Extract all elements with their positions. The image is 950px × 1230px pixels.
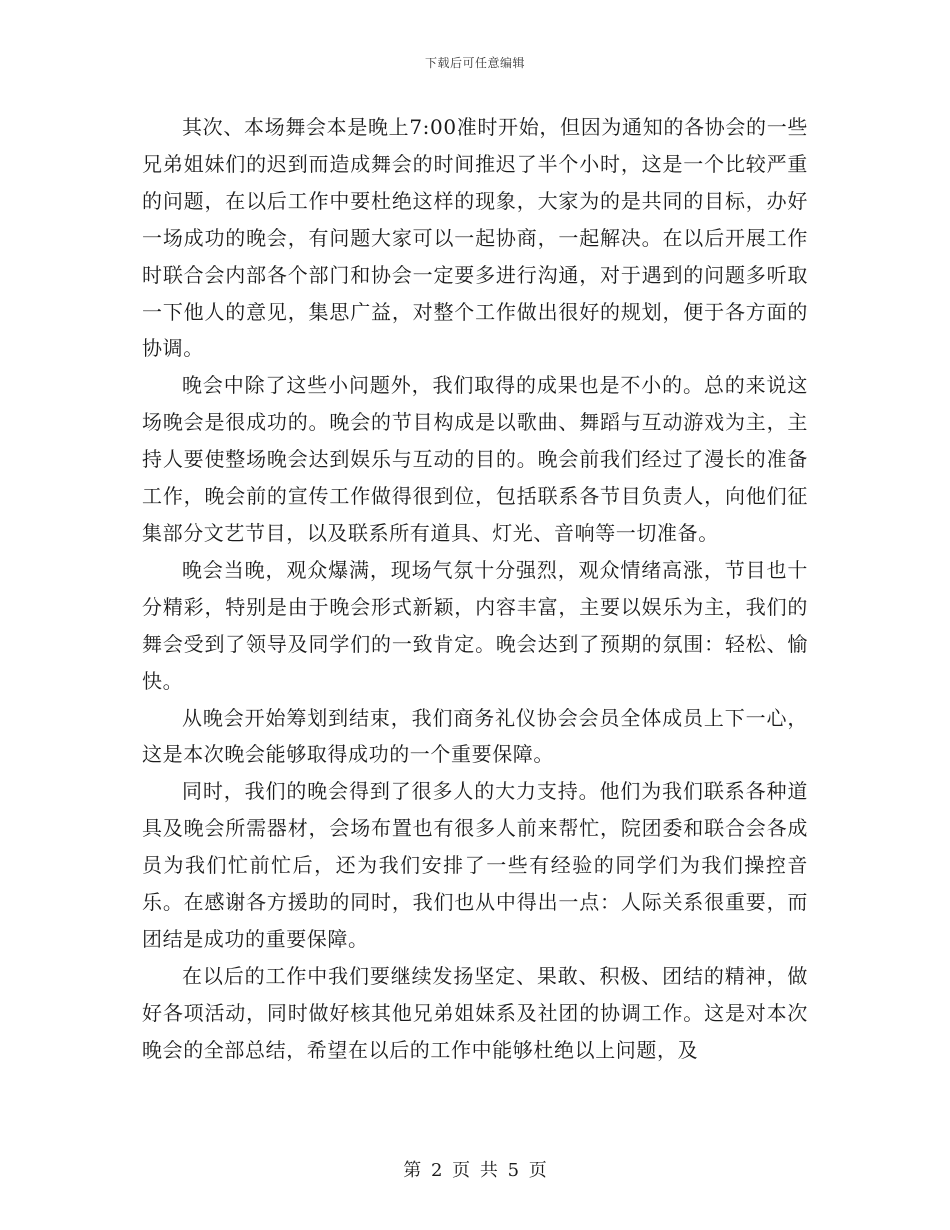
paragraph-6: 在以后的工作中我们要继续发扬坚定、果敢、积极、团结的精神，做好各项活动，同时做好核其他兄弟姐妹系及社团的协调工作。这是对本次晚会的全部总结，希望在以后的工作中能够杜绝以上问题，及: [142, 963, 808, 1062]
paragraph-5: 同时，我们的晚会得到了很多人的大力支持。他们为我们联系各种道具及晚会所需器材，会场布置也有很多人前来帮忙，院团委和联合会各成员为我们忙前忙后，还为我们安排了一些有经验的同学们为我们操控音乐。在感谢各方援助的同时，我们也从中得出一点：人际关系很重要，而团结是成功的重要保障。: [142, 779, 808, 951]
paragraph-1: 其次、本场舞会本是晚上7:00准时开始，但因为通知的各协会的一些兄弟姐妹们的迟到而造成舞会的时间推迟了半个小时，这是一个比较严重的问题，在以后工作中要杜绝这样的现象，大家为的是共同的目标，办好一场成功的晚会，有问题大家可以一起协商，一起解决。在以后开展工作时联合会内部各个部门和协会一定要多进行沟通，对于遇到的问题多听取一下他人的意见，集思广益，对整个工作做出很好的规划，便于各方面的协调。: [142, 115, 808, 361]
paragraph-3: 晚会当晚，观众爆满，现场气氛十分强烈，观众情绪高涨，节目也十分精彩，特别是由于晚会形式新颖，内容丰富，主要以娱乐为主，我们的舞会受到了领导及同学们的一致肯定。晚会达到了预期的氛围：轻松、愉快。: [142, 557, 808, 693]
page-footer: 第 2 页 共 5 页: [403, 1160, 547, 1181]
page-header: 下载后可任意编辑: [424, 56, 525, 70]
paragraph-2: 晚会中除了这些小问题外，我们取得的成果也是不小的。总的来说这场晚会是很成功的。晚会的节目构成是以歌曲、舞蹈与互动游戏为主，主持人要使整场晚会达到娱乐与互动的目的。晚会前我们经过了漫长的准备工作，晚会前的宣传工作做得很到位，包括联系各节目负责人，向他们征集部分文艺节目，以及联系所有道具、灯光、音响等一切准备。: [142, 373, 808, 545]
document-body: [142, 109, 808, 1069]
paragraph-4: 从晚会开始筹划到结束，我们商务礼仪协会会员全体成员上下一心，这是本次晚会能够取得成功的一个重要保障。: [142, 705, 808, 767]
